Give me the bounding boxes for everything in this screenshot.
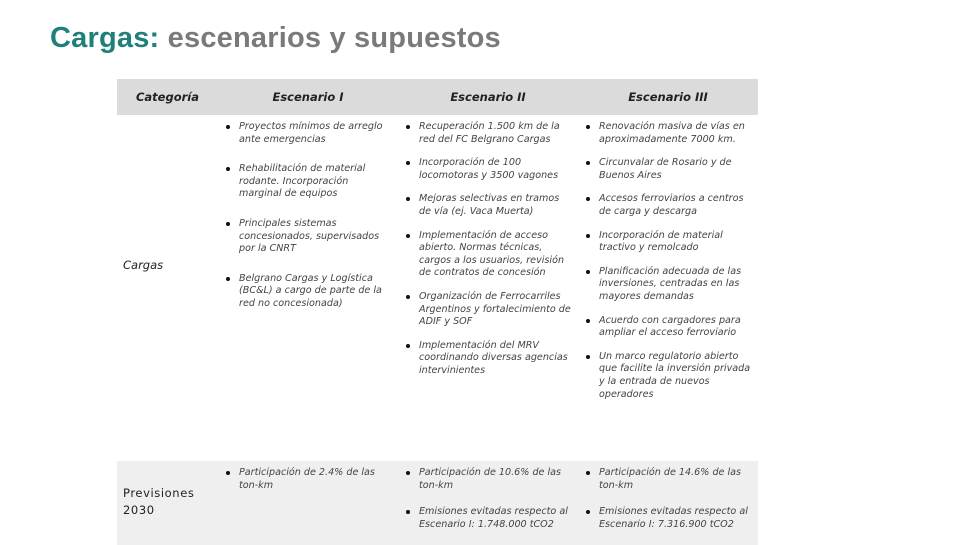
table-header-row [117, 79, 758, 115]
list-item: Un marco regulatorio abierto que facilite la inversión privada y la entrada de nuevos operadores [578, 351, 758, 401]
list-item: Implementación de acceso abierto. Normas técnicas, cargos a los usuarios, revisión de contratos de concesión [398, 230, 578, 280]
bullet-list [578, 467, 758, 531]
bullet-list [218, 121, 398, 311]
list-item: Renovación masiva de vías en aproximadamente 7000 km. [578, 121, 758, 146]
scenario-1-cell [218, 115, 398, 461]
list-item: Rehabilitación de material rodante. Incorporación marginal de equipos [218, 163, 398, 201]
header-scenario-2: Escenario II [398, 79, 578, 115]
list-item: Accesos ferroviarios a centros de carga y descarga [578, 193, 758, 218]
category-cell [117, 115, 218, 461]
slide-title [50, 22, 501, 55]
list-item: Incorporación de 100 locomotoras y 3500 vagones [398, 157, 578, 182]
list-item: Implementación del MRV coordinando diversas agencias intervinientes [398, 340, 578, 378]
scenario-2-cell [398, 461, 578, 545]
scenarios-table [117, 79, 758, 545]
list-item: Participación de 2.4% de las ton-km [218, 467, 398, 492]
list-item: Emisiones evitadas respecto al Escenario I: 7.316.900 tCO2 [578, 506, 758, 531]
list-item: Participación de 10.6% de las ton-km [398, 467, 578, 492]
scenario-3-cell [578, 115, 758, 461]
header-scenario-1: Escenario I [218, 79, 398, 115]
title-strong: Cargas: [50, 22, 160, 54]
table-row-previsiones [117, 461, 758, 545]
header-scenario-3: Escenario III [578, 79, 758, 115]
category-cell: Previsiones 2030 [117, 461, 218, 545]
list-item: Organización de Ferrocarriles Argentinos y fortalecimiento de ADIF y SOF [398, 291, 578, 329]
list-item: Acuerdo con cargadores para ampliar el acceso ferroviario [578, 315, 758, 340]
list-item: Belgrano Cargas y Logística (BC&L) a cargo de parte de la red no concesionada) [218, 273, 398, 311]
category-label: Cargas [123, 258, 164, 272]
bullet-list [398, 121, 578, 378]
bullet-list [218, 467, 398, 492]
list-item: Recuperación 1.500 km de la red del FC Belgrano Cargas [398, 121, 578, 146]
list-item: Principales sistemas concesionados, supervisados por la CNRT [218, 218, 398, 256]
title-light: escenarios y supuestos [167, 22, 501, 54]
list-item: Circunvalar de Rosario y de Buenos Aires [578, 157, 758, 182]
scenario-1-cell [218, 461, 398, 545]
header-category: Categoría [117, 79, 218, 115]
scenario-3-cell [578, 461, 758, 545]
list-item: Emisiones evitadas respecto al Escenario I: 1.748.000 tCO2 [398, 506, 578, 531]
list-item: Proyectos mínimos de arreglo ante emergencias [218, 121, 398, 146]
table-row-cargas [117, 115, 758, 461]
list-item: Planificación adecuada de las inversiones, centradas en las mayores demandas [578, 266, 758, 304]
bullet-list [578, 121, 758, 401]
bullet-list [398, 467, 578, 531]
scenario-2-cell [398, 115, 578, 461]
list-item: Participación de 14.6% de las ton-km [578, 467, 758, 492]
list-item: Incorporación de material tractivo y remolcado [578, 230, 758, 255]
list-item: Mejoras selectivas en tramos de vía (ej. Vaca Muerta) [398, 193, 578, 218]
